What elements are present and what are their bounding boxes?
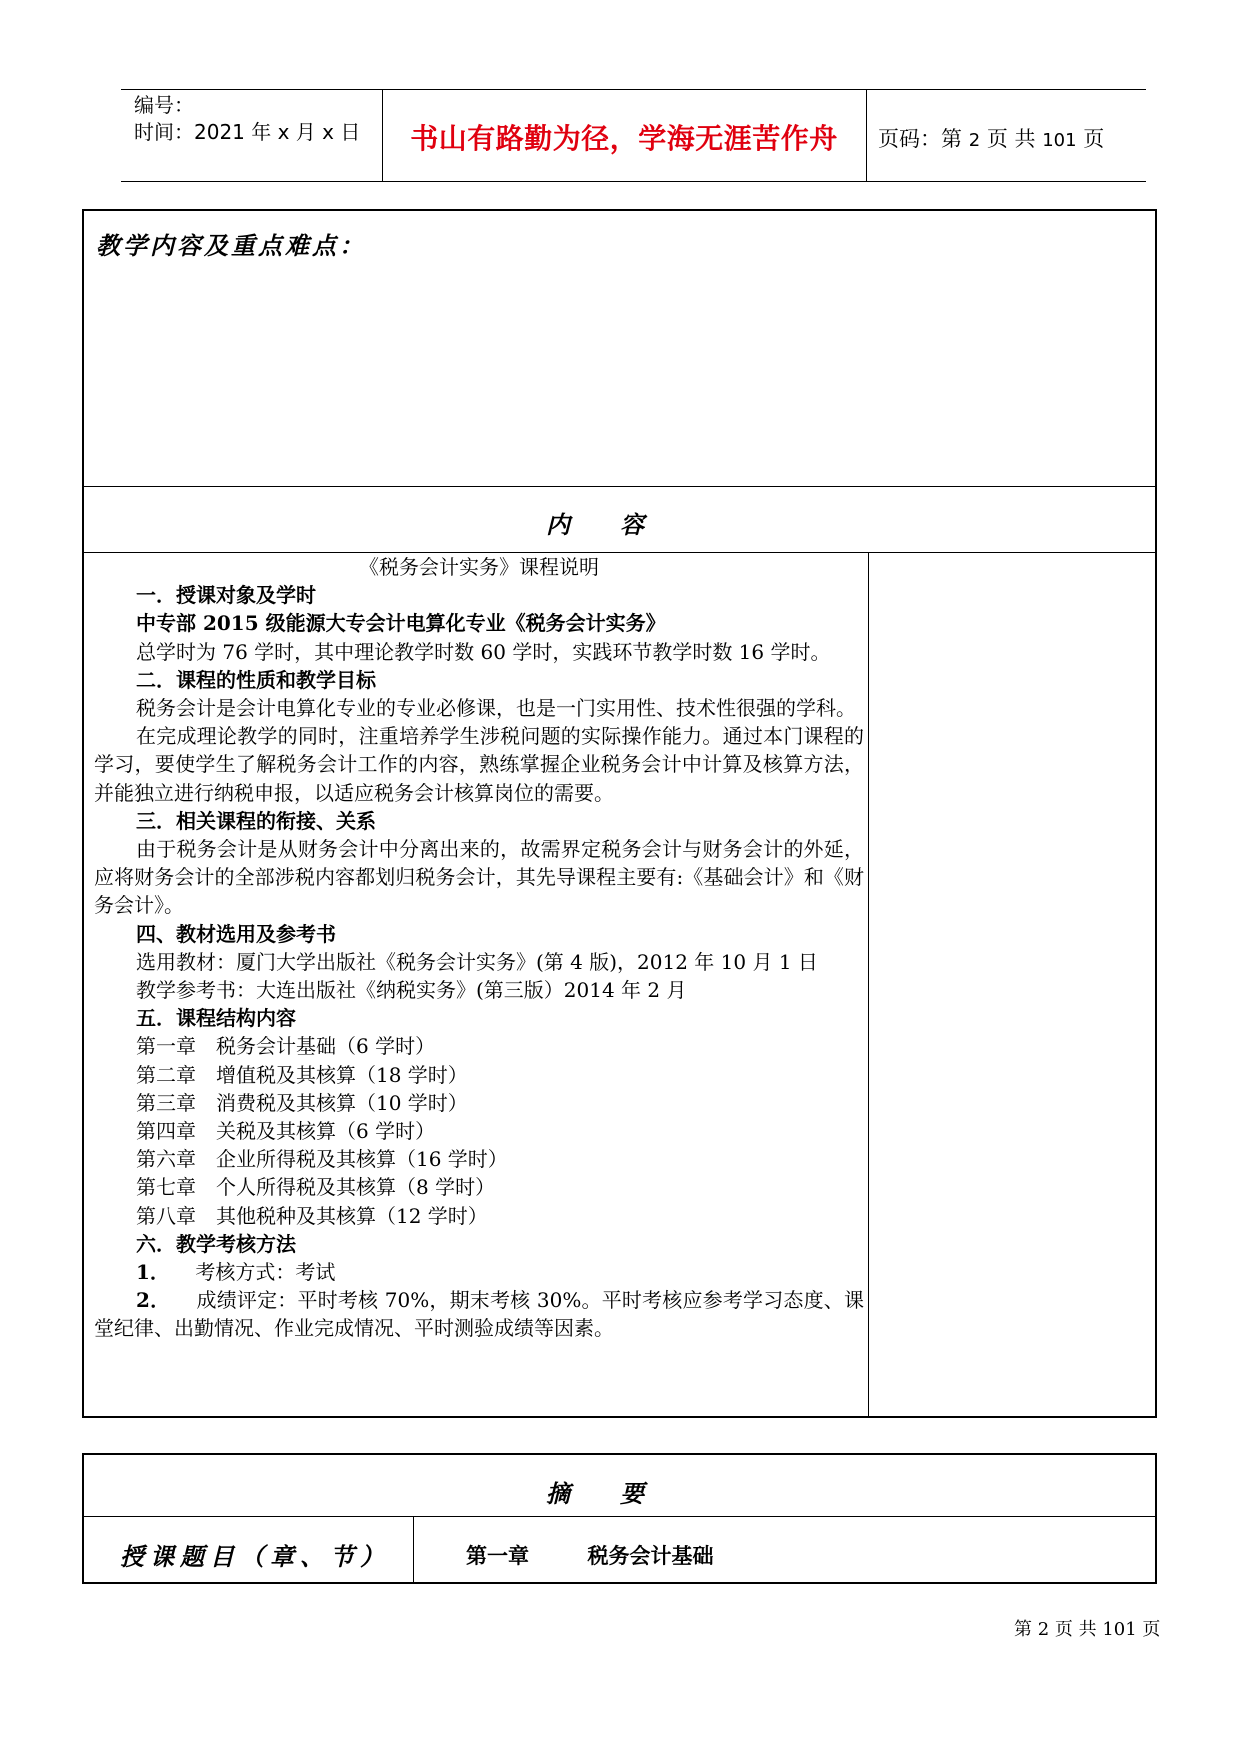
chapter-item: 第八章 其他税种及其核算（12 学时） (136, 1203, 488, 1228)
table-notes-divider (868, 552, 869, 1417)
section-6-heading: 六．教学考核方法 (136, 1231, 296, 1256)
section-4-line-2: 教学参考书：大连出版社《纳税实务》(第三版）2014 年 2 月 (136, 978, 687, 1003)
header-page-indicator (878, 123, 1104, 153)
summary-topic-label: 授课题目（章、节） (120, 1542, 390, 1571)
assessment-item-1 (94, 1258, 864, 1286)
header-page-prefix: 页码：第 (878, 127, 962, 151)
header-page-total: 101 (1042, 130, 1077, 151)
section-4-heading: 四、教材选用及参考书 (136, 921, 336, 946)
assessment-item-2-text: 成绩评定：平时考核 70%，期末考核 30%。平时考核应参考学习态度、课堂纪律、出勤情况、作业完成情况、平时测验成绩等因素。 (94, 1288, 864, 1341)
course-description (94, 553, 864, 1343)
content-header: 内容 (546, 510, 694, 539)
header-time-label: 时间：2021 年 x 月 x 日 (134, 120, 361, 144)
summary-divider (413, 1516, 414, 1583)
header-page-suffix: 页 (1083, 127, 1105, 151)
section-4-line-1: 选用教材：厦门大学出版社《税务会计实务》(第 4 版)，2012 年 10 月 1 日 (136, 949, 818, 974)
assessment-item-2 (94, 1286, 864, 1342)
assessment-item-2-number: 2． (136, 1288, 171, 1313)
assessment-item-1-number: 1． (136, 1260, 170, 1285)
doc-title: 《税务会计实务》课程说明 (359, 555, 599, 579)
summary-rule (83, 1516, 1156, 1517)
footer-page-number: 第 2 页 共 101 页 (1014, 1619, 1161, 1640)
summary-title: 摘要 (546, 1479, 694, 1508)
chapter-item: 第六章 企业所得税及其核算（16 学时） (136, 1147, 508, 1172)
header-motto: 书山有路勤为径，学海无涯苦作舟 (410, 122, 838, 155)
header-number-label: 编号： (134, 93, 194, 117)
chapter-item: 第七章 个人所得税及其核算（8 学时） (136, 1175, 496, 1200)
header-divider-2 (866, 89, 867, 181)
teaching-section-title: 教学内容及重点难点： (96, 231, 366, 260)
chapter-item: 第三章 消费税及其核算（10 学时） (136, 1090, 468, 1115)
header-page-mid: 页 共 (986, 127, 1036, 151)
chapter-item: 第一章 税务会计基础（6 学时） (136, 1034, 436, 1059)
section-3-heading: 三．相关课程的衔接、关系 (136, 808, 376, 833)
header-meta (134, 92, 360, 146)
section-5-heading: 五．课程结构内容 (136, 1006, 296, 1031)
summary-topic-value: 第一章 税务会计基础 (466, 1544, 714, 1568)
section-2-heading: 二．课程的性质和教学目标 (136, 667, 376, 692)
table-rule-1 (83, 486, 1156, 487)
section-1-heading: 一．授课对象及学时 (136, 583, 316, 608)
section-2-paragraph-1: 税务会计是会计电算化专业的专业必修课，也是一门实用性、技术性很强的学科。 (136, 696, 856, 721)
section-1-line-1: 中专部 2015 级能源大专会计电算化专业《税务会计实务》 (136, 611, 666, 636)
section-2-paragraph-2: 在完成理论教学的同时，注重培养学生涉税问题的实际操作能力。通过本门课程的学习，要使学生了解税务会计工作的内容，熟练掌握企业税务会计中计算及核算方法，并能独立进行纳税申报，以适应税务会计核算岗位的需要。 (94, 724, 864, 805)
header-bottom-rule (121, 181, 1146, 182)
section-1-line-2: 总学时为 76 学时，其中理论教学时数 60 学时，实践环节教学时数 16 学时。 (136, 639, 831, 664)
chapter-item: 第二章 增值税及其核算（18 学时） (136, 1062, 468, 1087)
header-page-current: 2 (968, 130, 981, 151)
section-3-paragraph-1: 由于税务会计是从财务会计中分离出来的，故需界定税务会计与财务会计的外延，应将财务会计的全部涉税内容都划归税务会计，其先导课程主要有:《基础会计》和《财务会计》。 (94, 837, 864, 918)
assessment-item-1-text: 考核方式：考试 (195, 1260, 336, 1285)
header-top-rule (121, 89, 1146, 90)
chapter-item: 第四章 关税及其核算（6 学时） (136, 1119, 436, 1144)
